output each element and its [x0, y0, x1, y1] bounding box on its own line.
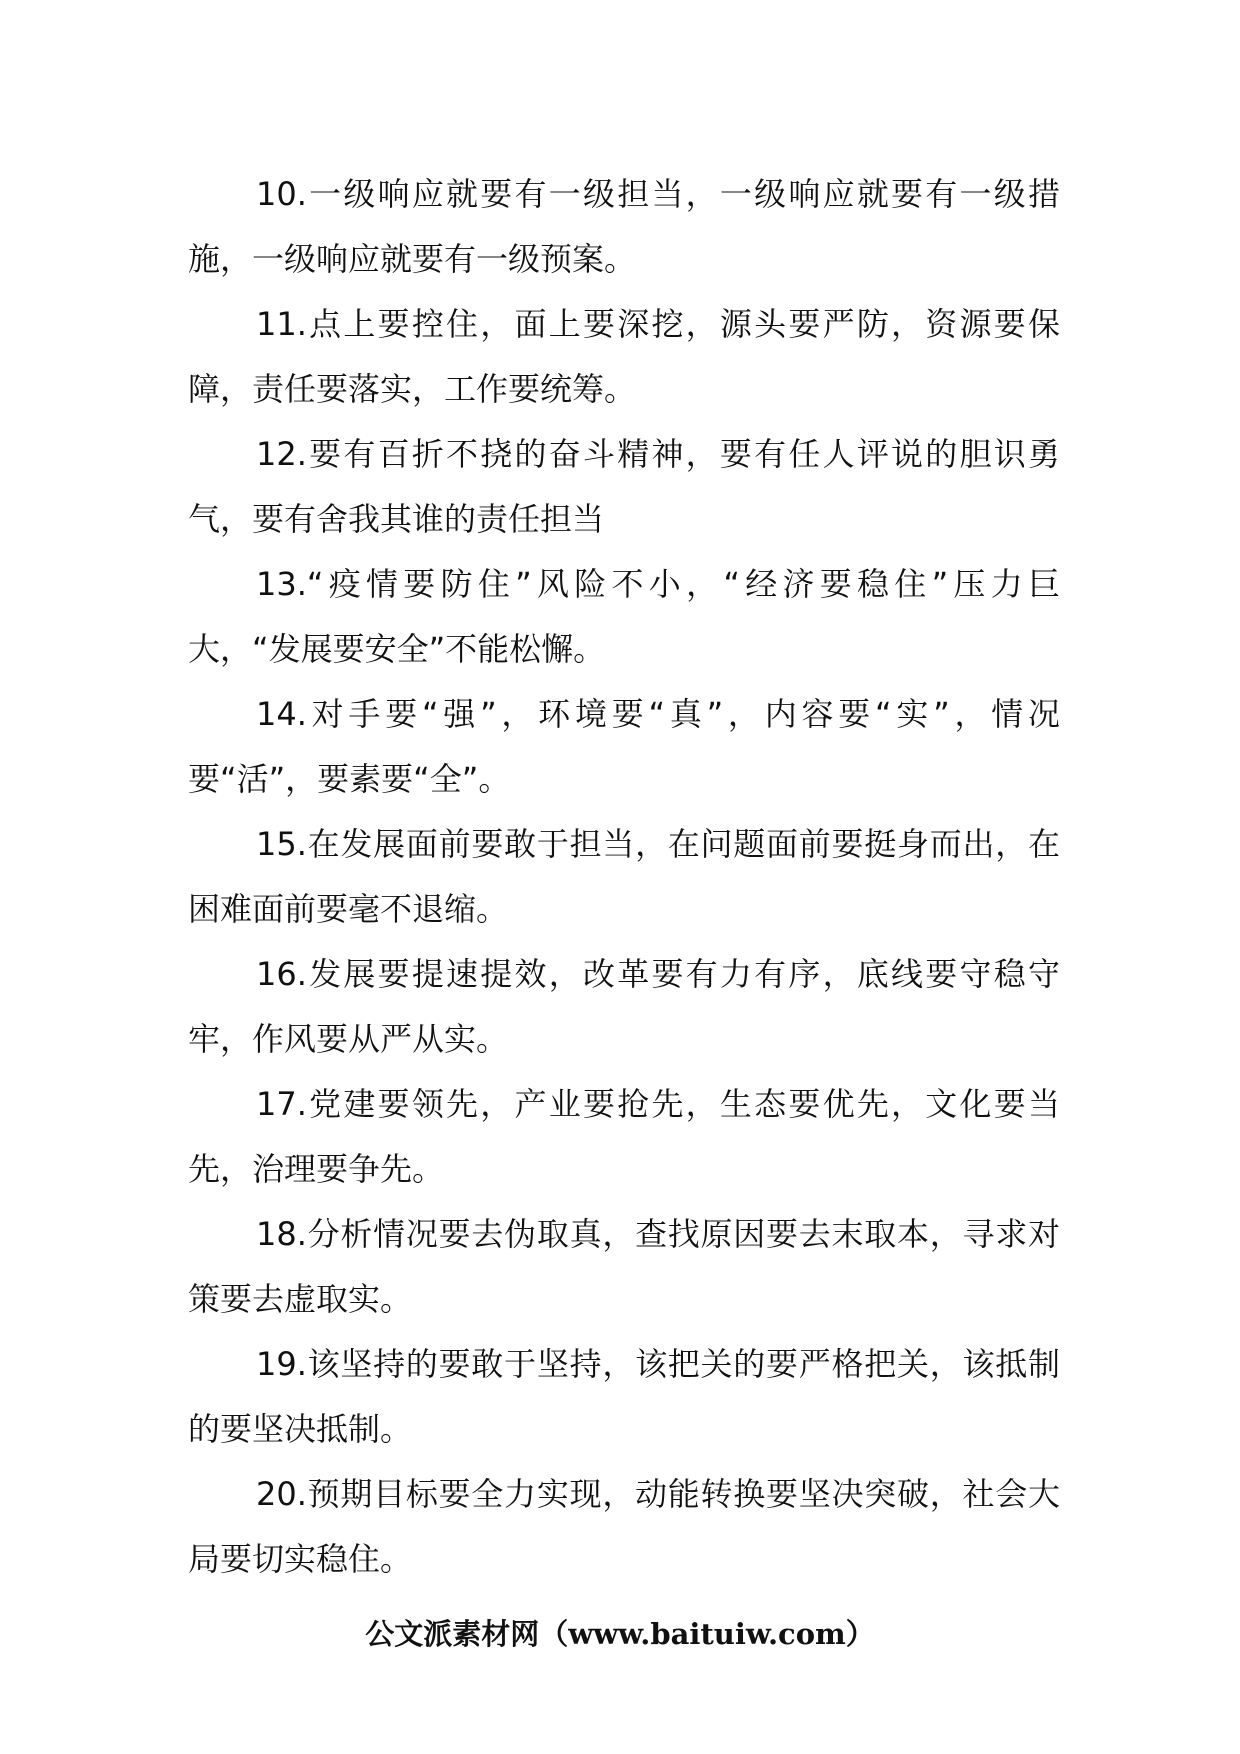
document-body	[188, 162, 1060, 1592]
paragraph-17: 17.党建要领先，产业要抢先，生态要优先，文化要当先，治理要争先。	[188, 1085, 1060, 1188]
paragraph-14: 14.对手要“强”，环境要“真”，内容要“实”，情况要“活”，要素要“全”。	[188, 695, 1060, 798]
paragraph-16: 16.发展要提速提效，改革要有力有序，底线要守稳守牢，作风要从严从实。	[188, 955, 1060, 1058]
page-footer: 公文派素材网（www.baituiw.com）	[365, 1617, 875, 1651]
paragraph-11: 11.点上要控住，面上要深挖，源头要严防，资源要保障，责任要落实，工作要统筹。	[188, 305, 1060, 408]
paragraph-20: 20.预期目标要全力实现，动能转换要坚决突破，社会大局要切实稳住。	[188, 1475, 1060, 1578]
paragraph-10: 10.一级响应就要有一级担当，一级响应就要有一级措施，一级响应就要有一级预案。	[188, 175, 1060, 278]
paragraph-18: 18.分析情况要去伪取真，查找原因要去末取本，寻求对策要去虚取实。	[188, 1215, 1060, 1318]
paragraph-12: 12.要有百折不挠的奋斗精神，要有任人评说的胆识勇气，要有舍我其谁的责任担当	[188, 435, 1060, 538]
paragraph-13: 13.“疫情要防住”风险不小，“经济要稳住”压力巨大，“发展要安全”不能松懈。	[188, 565, 1060, 668]
paragraph-15: 15.在发展面前要敢于担当，在问题面前要挺身而出，在困难面前要毫不退缩。	[188, 825, 1060, 928]
paragraph-19: 19.该坚持的要敢于坚持，该把关的要严格把关，该抵制的要坚决抵制。	[188, 1345, 1060, 1448]
